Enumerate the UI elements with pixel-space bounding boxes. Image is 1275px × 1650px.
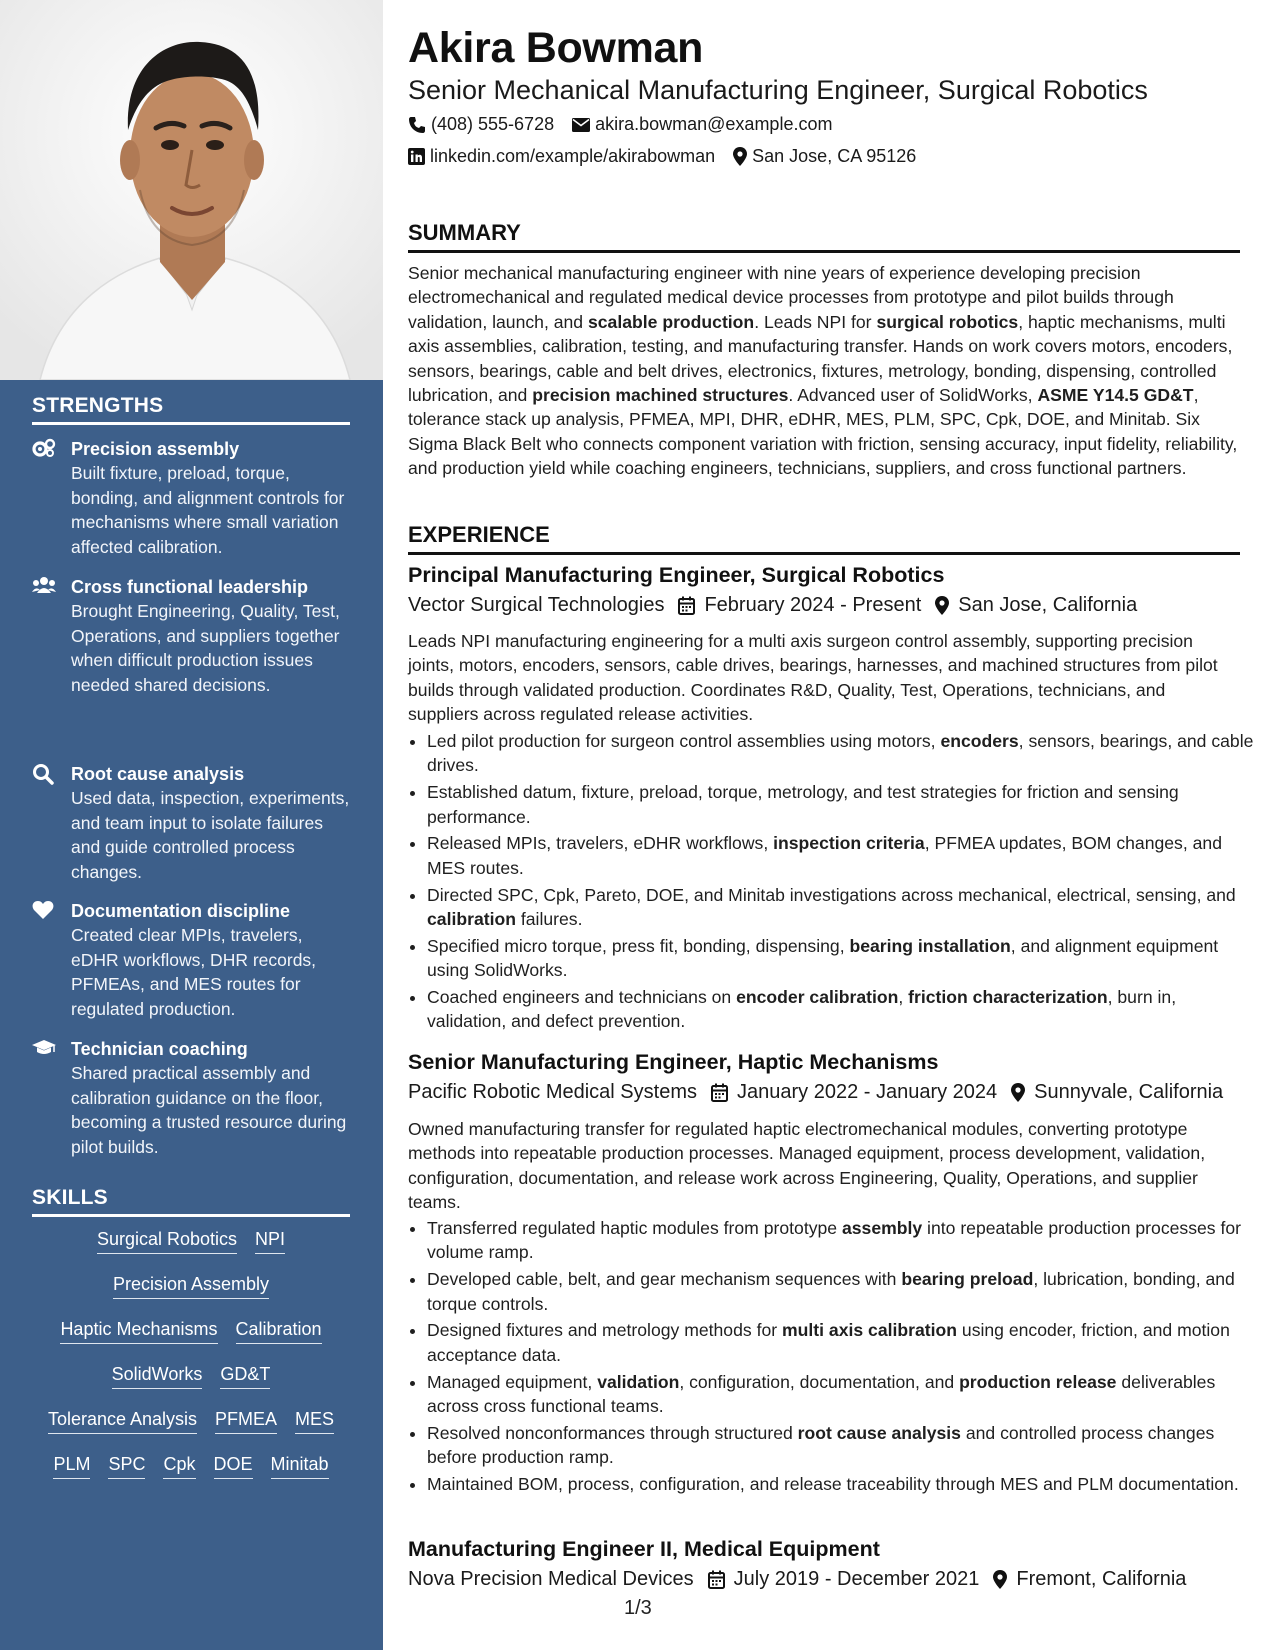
bullet-text: , <box>898 987 909 1008</box>
location-contact <box>733 146 916 167</box>
emphasis-text: assembly <box>841 1218 923 1238</box>
map-pin-icon <box>935 596 949 615</box>
calendar-icon <box>678 596 695 615</box>
strength-text: Shared practical assembly and calibration guidance on the floor, becoming a trusted resource during pilot builds. <box>71 1063 347 1157</box>
emphasis-text: ASME Y14.5 GD&T <box>1037 385 1194 406</box>
strength-text: Brought Engineering, Quality, Test, Operations, and suppliers together when difficult production issues needed shared decisions. <box>71 601 340 695</box>
emphasis-text: friction characterization <box>908 987 1108 1008</box>
company-name: Pacific Robotic Medical Systems <box>408 1081 697 1103</box>
skill-tag: SolidWorks <box>112 1363 203 1389</box>
skill-tag: Calibration <box>236 1318 322 1344</box>
bullet-item <box>427 1472 1259 1496</box>
emphasis-text: encoder calibration <box>736 987 899 1008</box>
job-dates <box>711 1081 997 1104</box>
dates-text: July 2019 - December 2021 <box>733 1568 980 1590</box>
bullet-item <box>427 1421 1259 1470</box>
skill-tag: PLM <box>53 1453 90 1479</box>
bullet-item <box>427 780 1259 829</box>
summary-segment: , haptic mechanisms, multi axis assemblies, calibration, testing, and manufacturing transfer. Hands on work covers motors, encoders, sensors, bearings, cable and belt drives, electronics, fixtures, metrology, bonding, dispensing, controlled lubrication, and <box>408 311 1233 406</box>
experience-heading: EXPERIENCE <box>408 522 1240 555</box>
strength-text: Built fixture, preload, torque, bonding, and alignment controls for mechanisms where small variation affected calibration. <box>71 463 345 557</box>
bullet-text: , burn in, validation, and defect prevention. <box>427 987 1177 1032</box>
emphasis-text: bearing preload <box>901 1269 1034 1290</box>
emphasis-text: precision machined structures <box>532 385 789 406</box>
calendar-icon <box>711 1083 728 1102</box>
bullet-text: Resolved nonconformances through structured <box>427 1422 798 1443</box>
bullet-text: , PFMEA updates, BOM changes, and MES routes. <box>427 833 1222 878</box>
contact-row <box>408 146 934 167</box>
candidate-name: Akira Bowman <box>408 24 704 72</box>
bullet-text: Specified micro torque, press fit, bonding, dispensing, <box>427 935 850 956</box>
bullet-text: failures. <box>515 909 583 930</box>
bullet-text: into repeatable production processes for volume ramp. <box>427 1218 1242 1263</box>
skill-row <box>32 1228 350 1273</box>
strength-item <box>32 575 352 697</box>
bullet-item <box>427 1216 1259 1265</box>
skill-tag: SPC <box>108 1453 145 1479</box>
job-dates <box>678 594 921 617</box>
skills-list <box>32 1228 350 1498</box>
bullet-text: Maintained BOM, process, configuration, and release traceability through MES and PLM documentation. <box>427 1474 1239 1495</box>
map-pin-icon <box>993 1570 1007 1589</box>
skill-tag: Surgical Robotics <box>97 1228 237 1254</box>
strength-text: Used data, inspection, experiments, and team input to isolate failures and guide controlled process changes. <box>71 788 350 882</box>
email-text: akira.bowman@example.com <box>595 114 833 134</box>
strength-text: Created clear MPIs, travelers, eDHR workflows, DHR records, PFMEAs, and MES routes for regulated production. <box>71 925 317 1019</box>
summary-segment: . Advanced user of SolidWorks, <box>788 385 1038 406</box>
skill-tag: PFMEA <box>215 1408 277 1434</box>
search-icon <box>32 763 56 785</box>
summary-segment: , tolerance stack up analysis, PFMEA, MPI, DHR, eDHR, MES, PLM, SPC, Cpk, DOE, and Minitab. Six Sigma Black Belt who connects component variation with friction, sensing accuracy, input fidelity, reliability, and production yield while coaching engineers, technicians, suppliers, and cross functional partners. <box>408 385 1238 479</box>
linkedin-contact[interactable] <box>408 146 715 167</box>
graduation-cap-icon <box>32 1038 56 1060</box>
emphasis-text: scalable production <box>587 311 755 332</box>
bullet-text: Designed fixtures and metrology methods for <box>427 1320 782 1341</box>
emphasis-text: surgical robotics <box>876 311 1019 332</box>
phone-contact <box>408 114 554 135</box>
skill-row <box>32 1453 350 1498</box>
bullet-item <box>427 883 1259 932</box>
portrait-illustration <box>0 0 383 380</box>
job-location <box>1011 1081 1223 1104</box>
sidebar <box>0 0 383 1650</box>
emphasis-text: inspection criteria <box>773 833 925 854</box>
skill-tag: Tolerance Analysis <box>48 1408 197 1434</box>
location-text: San Jose, CA 95126 <box>752 146 917 166</box>
bullet-text: deliverables across cross functional teams. <box>427 1371 1216 1417</box>
page-number: 1/3 <box>624 1597 652 1619</box>
skill-row <box>32 1273 350 1318</box>
bullet-item <box>427 729 1259 778</box>
skill-row <box>32 1363 350 1408</box>
phone-text: (408) 555-6728 <box>431 114 555 134</box>
bullet-text: and controlled process changes before production ramp. <box>427 1422 1215 1468</box>
skill-row <box>32 1318 350 1363</box>
envelope-icon <box>572 118 590 132</box>
skill-row <box>32 1408 350 1453</box>
skill-tag: DOE <box>214 1453 253 1479</box>
dates-text: February 2024 - Present <box>704 594 922 616</box>
job-bullets <box>408 1216 1259 1499</box>
job-dates <box>708 1568 980 1591</box>
strength-item <box>32 1037 352 1159</box>
skill-tag: GD&T <box>220 1363 270 1389</box>
summary-heading: SUMMARY <box>408 220 1240 253</box>
job-meta <box>408 594 1151 617</box>
bullet-item <box>427 934 1259 983</box>
bullet-item <box>427 1267 1259 1316</box>
summary-segment: . Leads NPI for <box>754 311 877 332</box>
skill-tag: NPI <box>255 1228 285 1254</box>
strength-title: Precision assembly <box>71 439 240 459</box>
skill-tag: Cpk <box>163 1453 195 1479</box>
job-location <box>993 1568 1186 1591</box>
linkedin-text: linkedin.com/example/akirabowman <box>430 146 716 166</box>
candidate-title: Senior Mechanical Manufacturing Engineer, Surgical Robotics <box>408 75 1148 105</box>
company-name: Vector Surgical Technologies <box>408 594 665 616</box>
emphasis-text: production release <box>959 1371 1117 1392</box>
bullet-item <box>427 1370 1259 1419</box>
job-description: Leads NPI manufacturing engineering for a multi axis surgeon control assembly, supporting precision joints, motors, encoders, sensors, cable drives, bearings, harnesses, and machined structures from pilot builds through validated production. Coordinates R&D, Quality, Test, Operations, technicians, and suppliers across regulated release activities. <box>408 631 1218 725</box>
job-bullets <box>408 729 1259 1036</box>
bullet-text: Developed cable, belt, and gear mechanism sequences with <box>427 1269 902 1290</box>
bullet-text: , configuration, documentation, and <box>679 1371 960 1392</box>
emphasis-text: multi axis calibration <box>782 1320 958 1341</box>
bullet-text: Directed SPC, Cpk, Pareto, DOE, and Minitab investigations across mechanical, electrical, sensing, and <box>427 884 1236 905</box>
emphasis-text: validation <box>597 1371 680 1392</box>
linkedin-icon <box>408 148 425 165</box>
calendar-icon <box>708 1570 725 1589</box>
strength-item <box>32 899 352 1021</box>
email-contact[interactable] <box>572 114 832 135</box>
job-title: Principal Manufacturing Engineer, Surgical Robotics <box>408 563 945 587</box>
bullet-text: Coached engineers and technicians on <box>427 987 737 1008</box>
emphasis-text: calibration <box>427 909 516 930</box>
map-pin-icon <box>1011 1083 1025 1102</box>
summary-segment: Senior mechanical manufacturing engineer with nine years of experience developing precision electromechanical and regulated medical device processes from prototype and pilot builds through validation, launch, and <box>408 263 1174 332</box>
strength-title: Technician coaching <box>71 1039 248 1059</box>
contact-row <box>408 114 850 135</box>
skills-heading: SKILLS <box>32 1186 350 1217</box>
heart-icon <box>32 900 56 922</box>
bullet-text: Established datum, fixture, preload, torque, metrology, and test strategies for friction and sensing performance. <box>427 782 1179 827</box>
strength-title: Documentation discipline <box>71 901 291 921</box>
company-name: Nova Precision Medical Devices <box>408 1568 694 1590</box>
strength-item <box>32 437 352 559</box>
bullet-text: Led pilot production for surgeon control assemblies using motors, <box>427 731 941 751</box>
profile-photo <box>0 0 383 380</box>
users-icon <box>32 576 56 598</box>
dates-text: January 2022 - January 2024 <box>736 1081 998 1103</box>
skill-tag: Minitab <box>271 1453 329 1479</box>
emphasis-text: root cause analysis <box>797 1422 961 1443</box>
emphasis-text: bearing installation <box>849 935 1011 956</box>
bullet-text: using encoder, friction, and motion acceptance data. <box>427 1320 1230 1365</box>
job-title: Senior Manufacturing Engineer, Haptic Mechanisms <box>408 1050 939 1074</box>
bullet-text: , and alignment equipment using SolidWorks. <box>427 935 1219 981</box>
skill-tag: Precision Assembly <box>113 1273 269 1299</box>
bullet-text: , lubrication, bonding, and torque controls. <box>427 1269 1235 1314</box>
strength-title: Root cause analysis <box>71 764 245 784</box>
location-text: San Jose, California <box>958 594 1138 616</box>
skill-tag: MES <box>295 1408 334 1434</box>
location-text: Sunnyvale, California <box>1034 1081 1224 1103</box>
bullet-text: Transferred regulated haptic modules from prototype <box>427 1218 842 1238</box>
bullet-item <box>427 831 1259 880</box>
emphasis-text: encoders <box>940 731 1019 751</box>
bullet-text: Managed equipment, <box>427 1371 598 1392</box>
strength-title: Cross functional leadership <box>71 577 309 597</box>
map-pin-icon <box>733 147 747 166</box>
bullet-text: Released MPIs, travelers, eDHR workflows, <box>427 833 774 854</box>
strengths-heading: STRENGTHS <box>32 394 350 425</box>
location-text: Fremont, California <box>1016 1568 1187 1590</box>
summary-text <box>408 261 1240 481</box>
job-location <box>935 594 1137 617</box>
job-meta <box>408 1081 1237 1104</box>
job-title: Manufacturing Engineer II, Medical Equipment <box>408 1537 880 1561</box>
bullet-item <box>427 1318 1259 1367</box>
bullet-text: , sensors, bearings, and cable drives. <box>427 731 1254 776</box>
job-meta <box>408 1568 1200 1591</box>
strength-item <box>32 762 352 884</box>
gears-icon <box>32 438 56 460</box>
bullet-item <box>427 985 1259 1034</box>
job-description: Owned manufacturing transfer for regulated haptic electromechanical modules, converting prototype methods into repeatable production processes. Managed equipment, process development, validation, configuration, documentation, and release work across Engineering, Quality, Operations, and supplier teams. <box>408 1119 1206 1213</box>
skill-tag: Haptic Mechanisms <box>60 1318 217 1344</box>
phone-icon <box>408 116 426 134</box>
